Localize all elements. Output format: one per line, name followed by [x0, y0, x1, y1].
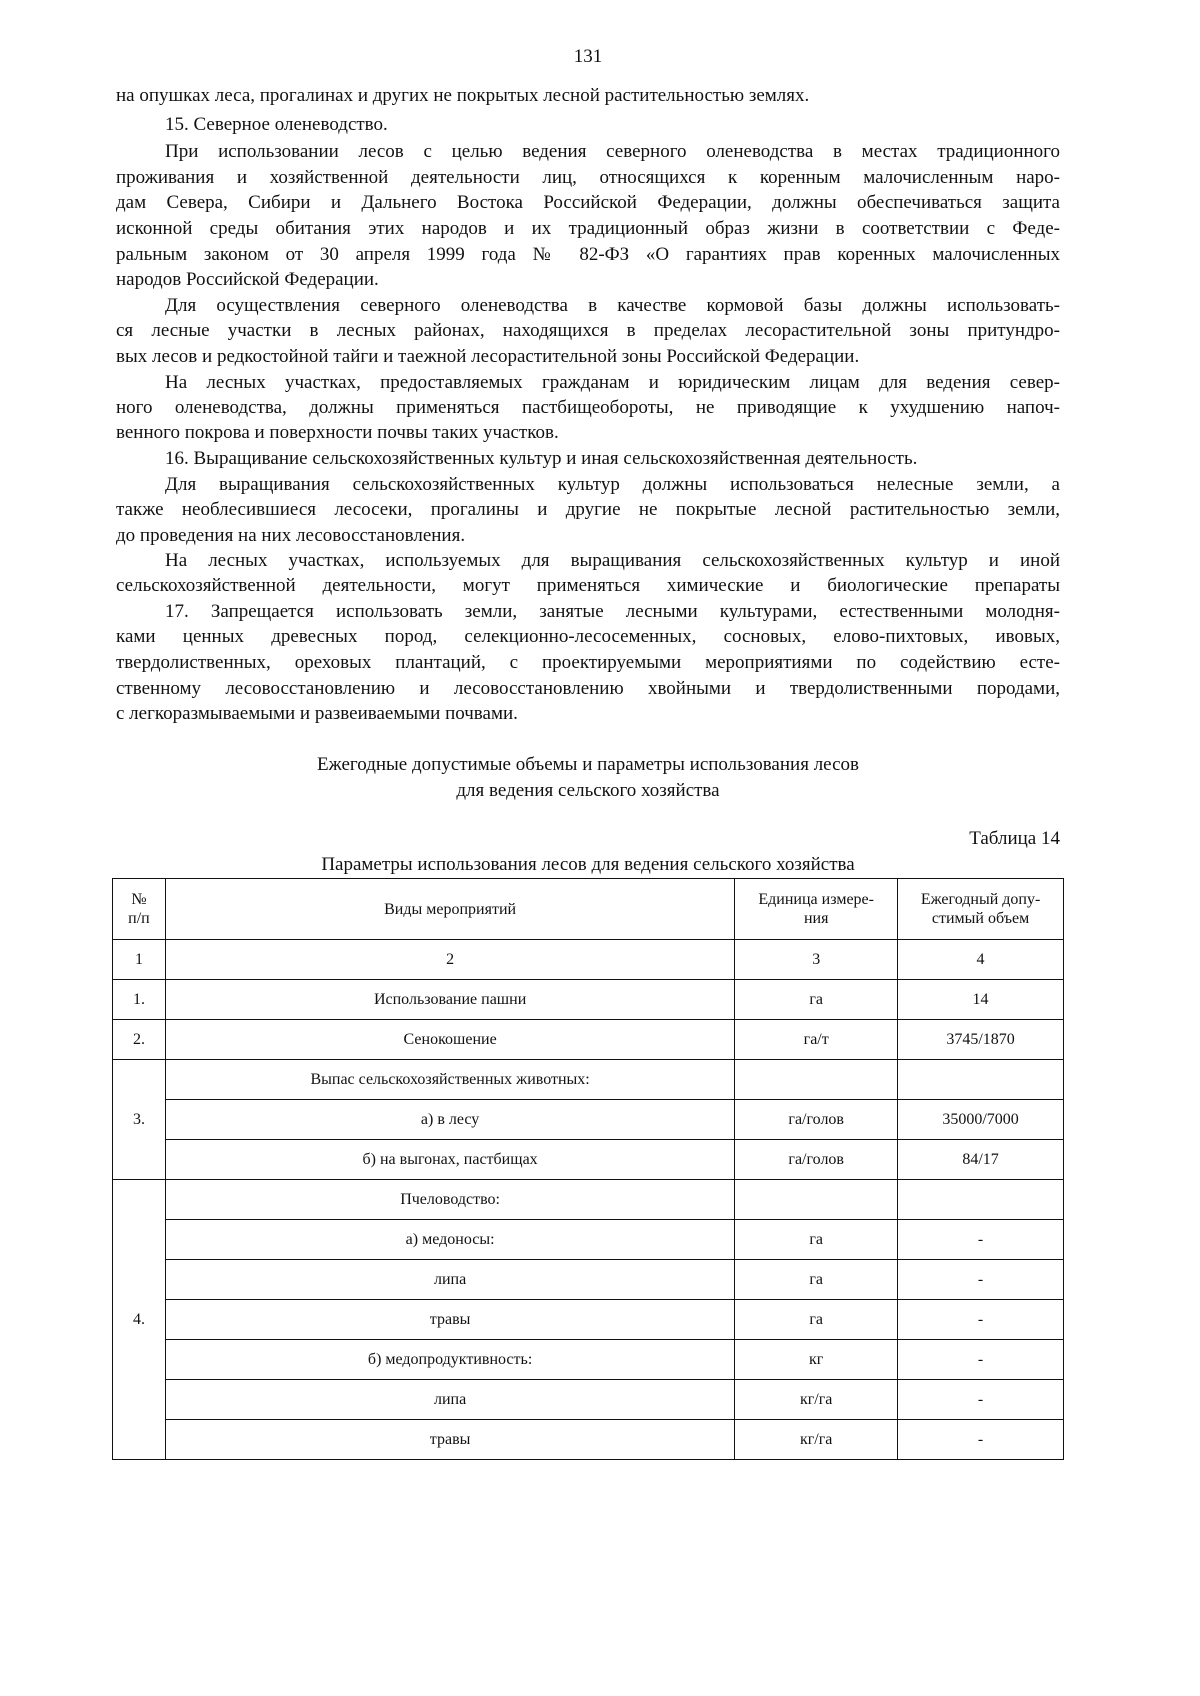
body-line: 17. Запрещается использовать земли, занятые лесными культурами, естественными молодня- [165, 601, 1060, 622]
body-line: На лесных участках, используемых для выращивания сельскохозяйственных культур и иной [165, 550, 1060, 571]
body-line: сельскохозяйственной деятельности, могут применяться химические и биологические препараты [116, 575, 1060, 596]
row-number: 4. [113, 1180, 166, 1460]
body-line: 16. Выращивание сельскохозяйственных культур и иная сельскохозяйственная деятельность. [165, 448, 918, 469]
body-line: На лесных участках, предоставляемых гражданам и юридическим лицам для ведения север- [165, 372, 1060, 393]
body-line: ного оленеводства, должны применяться пастбищеобороты, не приводящие к ухудшению напоч- [116, 397, 1060, 418]
table-row [113, 1060, 1064, 1100]
col-number: 2 [165, 940, 734, 980]
annual-volume: 3745/1870 [898, 1020, 1064, 1060]
page-number: 131 [573, 46, 603, 67]
row-number: 3. [113, 1060, 166, 1180]
unit: кг/га [735, 1420, 898, 1460]
unit: га [735, 1220, 898, 1260]
table-row [113, 1340, 1064, 1380]
body-line: ственному лесовосстановлению и лесовосстановлению хвойными и твердолиственными породами, [116, 678, 1060, 699]
body-line: Для выращивания сельскохозяйственных культур должны использоваться нелесные земли, а [165, 474, 1060, 495]
table-row [113, 1420, 1064, 1460]
section-heading-line2: для ведения сельского хозяйства [456, 780, 720, 801]
row-number: 1. [113, 980, 166, 1020]
header-unit [735, 879, 898, 940]
activity-name: Пчеловодство: [165, 1180, 734, 1220]
header-annual-volume [898, 879, 1064, 940]
table-row [113, 1260, 1064, 1300]
header-number [113, 879, 166, 940]
activity-name: Использование пашни [165, 980, 734, 1020]
body-line: ками ценных древесных пород, селекционно-лесосеменных, сосновых, елово-пихтовых, ивовых, [116, 626, 1060, 647]
header-text: стимый объем [931, 910, 1030, 927]
annual-volume: - [898, 1340, 1064, 1380]
header-text: Единица измере- [758, 891, 874, 908]
body-line: проживания и хозяйственной деятельности лиц, относящихся к коренным малочисленным наро- [116, 167, 1060, 188]
body-line: При использовании лесов с целью ведения северного оленеводства в местах традиционного [165, 141, 1060, 162]
activity-name: липа [165, 1380, 734, 1420]
unit: га/голов [735, 1140, 898, 1180]
unit: кг/га [735, 1380, 898, 1420]
unit: га [735, 1300, 898, 1340]
table-caption: Параметры использования лесов для ведения сельского хозяйства [321, 854, 855, 875]
body-line: венного покрова и поверхности почвы таких участков. [116, 422, 559, 443]
table-number: Таблица 14 [969, 828, 1060, 849]
header-activity: Виды мероприятий [165, 879, 734, 940]
annual-volume: - [898, 1420, 1064, 1460]
annual-volume: - [898, 1300, 1064, 1340]
table-row [113, 1380, 1064, 1420]
row-number: 2. [113, 1020, 166, 1060]
annual-volume: - [898, 1260, 1064, 1300]
annual-volume: 35000/7000 [898, 1100, 1064, 1140]
body-line: твердолиственных, ореховых плантаций, с проектируемыми мероприятиями по содействию есте- [116, 652, 1060, 673]
col-number: 3 [735, 940, 898, 980]
header-text: Ежегодный допу- [920, 891, 1041, 908]
annual-volume: - [898, 1220, 1064, 1260]
unit: га/голов [735, 1100, 898, 1140]
section-heading-line1: Ежегодные допустимые объемы и параметры использования лесов [317, 754, 859, 775]
activity-name: липа [165, 1260, 734, 1300]
annual-volume: - [898, 1380, 1064, 1420]
table-header-row [113, 879, 1064, 940]
body-line: также необлесившиеся лесосеки, прогалины и другие не покрытые лесной растительностью земли, [116, 499, 1060, 520]
table-row [113, 1180, 1064, 1220]
body-line: ральным законом от 30 апреля 1999 года № 82-ФЗ «О гарантиях прав коренных малочисленных [116, 244, 1060, 265]
header-text: ния [803, 910, 829, 927]
annual-volume [898, 1180, 1064, 1220]
table-row [113, 1020, 1064, 1060]
unit: га/т [735, 1020, 898, 1060]
annual-volume: 14 [898, 980, 1064, 1020]
header-text: № [131, 891, 147, 908]
col-number: 4 [898, 940, 1064, 980]
annual-volume: 84/17 [898, 1140, 1064, 1180]
body-line: исконной среды обитания этих народов и их традиционный образ жизни в соответствии с Феде- [116, 218, 1060, 239]
activity-name: а) медоносы: [165, 1220, 734, 1260]
body-line: до проведения на них лесовосстановления. [116, 525, 466, 546]
table-row [113, 980, 1064, 1020]
body-line: Для осуществления северного оленеводства в качестве кормовой базы должны использовать- [165, 295, 1060, 316]
activity-name: Выпас сельскохозяйственных животных: [165, 1060, 734, 1100]
activity-name: б) медопродуктивность: [165, 1340, 734, 1380]
agriculture-parameters-table [112, 878, 1064, 1460]
table-row [113, 1300, 1064, 1340]
unit: кг [735, 1340, 898, 1380]
body-line: дам Севера, Сибири и Дальнего Востока Российской Федерации, должны обеспечиваться защита [116, 192, 1060, 213]
activity-name: б) на выгонах, пастбищах [165, 1140, 734, 1180]
activity-name: травы [165, 1300, 734, 1340]
body-line: с легкоразмываемыми и развеиваемыми почвами. [116, 703, 518, 724]
col-number: 1 [113, 940, 166, 980]
activity-name: травы [165, 1420, 734, 1460]
unit [735, 1180, 898, 1220]
unit: га [735, 1260, 898, 1300]
table-row [113, 1220, 1064, 1260]
body-line: народов Российской Федерации. [116, 269, 379, 290]
annual-volume [898, 1060, 1064, 1100]
activity-name: а) в лесу [165, 1100, 734, 1140]
header-text: п/п [128, 910, 150, 927]
body-line: на опушках леса, прогалинах и других не покрытых лесной растительностью землях. [116, 85, 810, 106]
body-line: вых лесов и редкостойной тайги и таежной лесорастительной зоны Российской Федерации. [116, 346, 860, 367]
unit [735, 1060, 898, 1100]
unit: га [735, 980, 898, 1020]
body-line: ся лесные участки в лесных районах, находящихся в пределах лесорастительной зоны притундро- [116, 320, 1060, 341]
table-row [113, 1140, 1064, 1180]
table-row [113, 1100, 1064, 1140]
column-number-row [113, 940, 1064, 980]
body-line: 15. Северное оленеводство. [165, 114, 388, 135]
activity-name: Сенокошение [165, 1020, 734, 1060]
